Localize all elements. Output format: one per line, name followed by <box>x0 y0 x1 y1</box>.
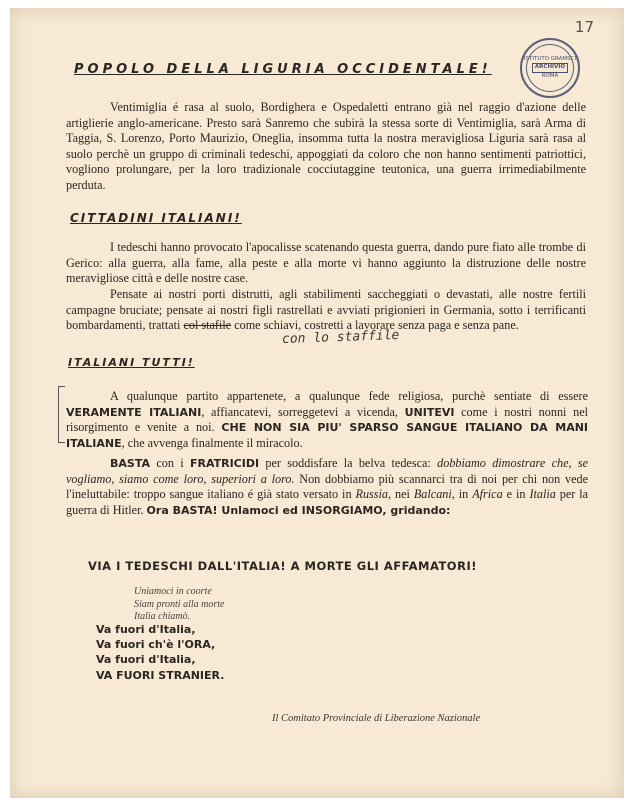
paragraph-ports <box>66 287 586 334</box>
para3-end: come schiavi, costretti a lavorare senza paga e senza pane. <box>234 318 519 332</box>
fratricidi-text: FRATRICIDI <box>189 457 260 470</box>
verse-line: Italia chiamò. <box>134 611 191 622</box>
leaflet-page <box>10 8 624 798</box>
insorgiamo-text: Ora BASTA! Unlamoci ed INSORGIAMO, gridando: <box>146 503 451 517</box>
paragraph-enough <box>66 456 588 518</box>
refrain-line: Va fuori d'Italia, <box>96 653 196 667</box>
paragraph-unite <box>66 389 588 451</box>
signature: Il Comitato Provinciale di Liberazione Nazionale <box>272 713 481 724</box>
para4-mid2: come i nostri nonni nel risorgimento e venite a noi. <box>66 404 588 434</box>
slogan: VIA I TEDESCHI DALL'ITALIA! A MORTE GLI AFFAMATORI! <box>88 559 477 573</box>
para5-beast: per soddisfare la belva tedesca: <box>265 456 431 470</box>
archive-stamp <box>520 38 580 98</box>
page-number: 17 <box>574 18 594 36</box>
basta-text: BASTA <box>110 457 150 470</box>
italia-text: Italia <box>529 487 556 501</box>
paragraph-apocalypse: I tedeschi hanno provocato l'apocalisse scatenando questa guerra, dando pure fiato alle trombe di Gerico: alla guerra, alla fame, alla peste e alla morte vi hanno aggiunto la distruzione delle nostre meravigliose città e delle nostre case. <box>66 240 586 285</box>
citizens-heading: CITTADINI ITALIANI! <box>70 211 242 225</box>
refrain-line: Va fuori d'Italia, <box>96 623 196 636</box>
all-italians-heading: ITALIANI TUTTI! <box>68 356 195 369</box>
truly-italian-text: VERAMENTE ITALIANI <box>66 405 202 419</box>
anthem-verse <box>134 586 224 624</box>
no-more-blood-text: CHE NON SIA PIU' SPARSO SANGUE ITALIANO DA MANI ITALIANE <box>66 421 589 450</box>
para5-comma: , nei <box>388 487 410 501</box>
margin-bracket <box>58 386 65 443</box>
verse-line: Uniamoci in coorte <box>134 586 212 597</box>
africa-text: Africa <box>472 487 503 501</box>
paragraph-liguria: Ventimiglia é rasa al suolo, Bordighera e Ospedaletti entrano già nel raggio d'azione delle artiglierie anglo-americane. Presto sarà Sanremo che subirà la stessa sorte di Ventimiglia, sarà Arma di Taggia, S. Lorenzo, Porto Maurizio, Oneglia, insomma tutta la nostra meravigliosa Liguria sarà rasa al suolo perchè un gruppo di criminali tedeschi, appoggiati da coloro che non hanno sentimenti patriottici, vogliono prolungare, per la loro tradizionale cocciutaggine teutonica, una guerra irrimediabilmente perduta. <box>66 100 586 192</box>
refrain <box>96 622 224 683</box>
para5-italic: dobbiamo dimostrare che, se vogliamo, siamo come loro, superiori a loro. <box>66 456 589 486</box>
para5-in: , in <box>451 487 469 501</box>
para3-start: Pensate ai nostri porti distrutti, agli stabilimenti saccheggiati o devastati, alle nostre fertili campagne bruciate; pensate ai nostri figli rastrellati e avviati prigionieri in Germania, sotto i terrificanti bombardamenti, trattati <box>66 287 586 332</box>
stamp-top-text: ISTITUTO GRAMSCI <box>523 56 577 63</box>
unite-text: UNITEVI <box>404 405 455 419</box>
handwritten-correction: con lo staffile <box>281 327 400 348</box>
balcani-text: Balcani <box>413 487 452 501</box>
refrain-line: Va fuori ch'è l'ORA, <box>96 638 216 652</box>
para5-hitler: per la guerra di Hitler. <box>66 487 589 517</box>
stamp-bottom-text: ROMA <box>541 72 559 79</box>
para4-end: , che avvenga finalmente il miracolo. <box>121 435 303 450</box>
verse-line: Siam pronti alla morte <box>134 598 225 610</box>
stamp-middle-text: ARCHIVIO <box>532 63 568 72</box>
para4-mid: , affiancatevi, sorreggetevi a vicenda, <box>201 404 398 419</box>
main-heading: POPOLO DELLA LIGURIA OCCIDENTALE! <box>74 62 492 77</box>
struck-text: col stafile <box>183 318 232 332</box>
para5-and: e in <box>506 487 526 501</box>
para5-con: con i <box>156 456 184 470</box>
para5-blood: Non dobbiamo più scannarci tra di noi per chi non vede l'ineluttabile: troppo sangue italiano é già stato versato in <box>66 471 589 501</box>
para4-start: A qualunque partito appartenete, a qualunque fede religiosa, purchè sentiate di essere <box>110 389 588 403</box>
refrain-line: VA FUORI STRANIER. <box>96 668 225 682</box>
russia-text: Russia <box>355 487 389 501</box>
